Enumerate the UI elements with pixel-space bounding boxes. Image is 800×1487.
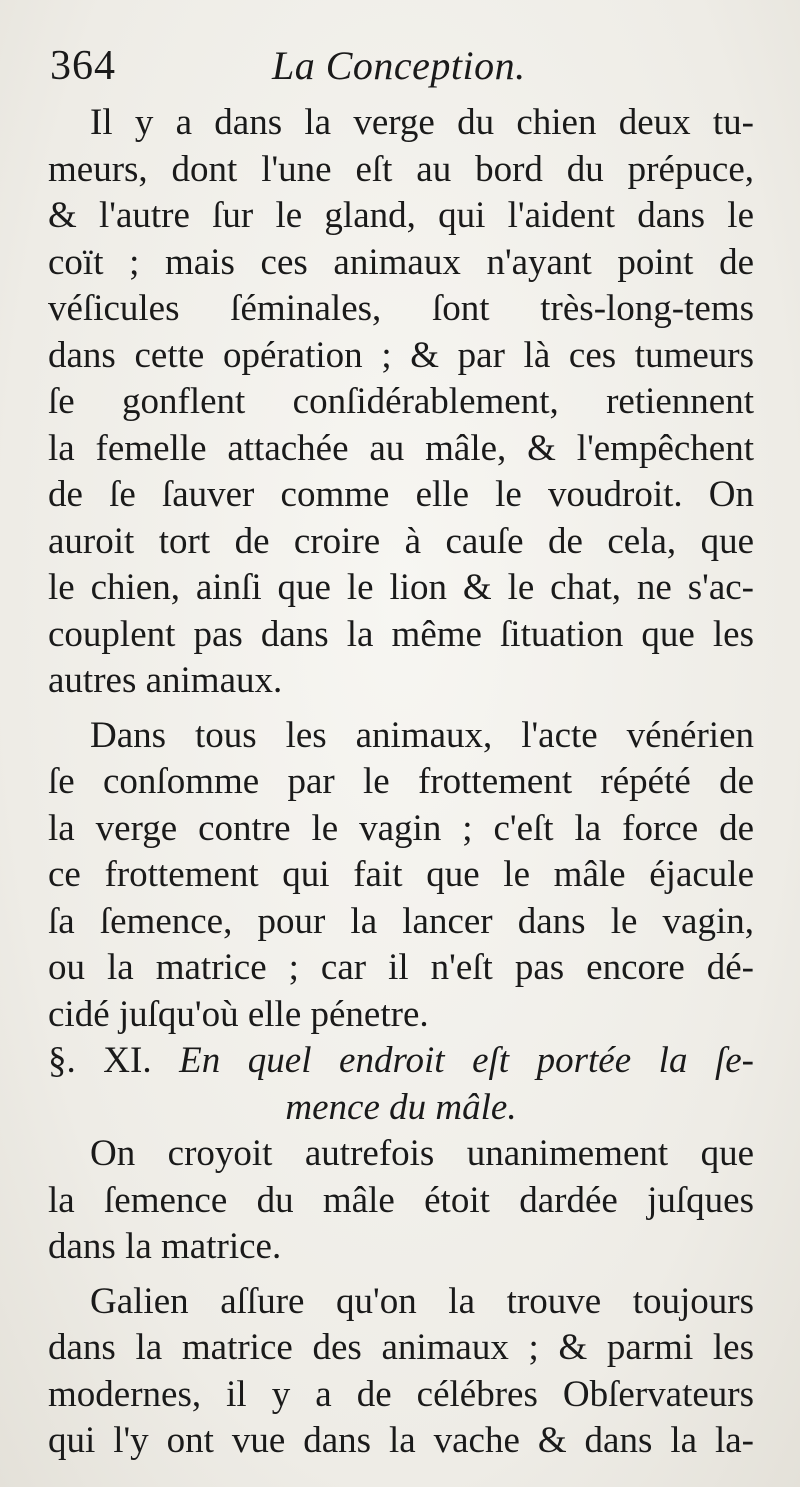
page-number: 364 xyxy=(50,43,116,89)
text-line: ſe conſomme par le frottement répété de xyxy=(48,761,754,802)
paragraph-2 xyxy=(48,713,754,1039)
text-line: la femelle attachée au mâle, & l'empêchent xyxy=(48,427,754,469)
text-line: autres animaux. xyxy=(48,660,283,701)
text-line: & l'autre ſur le gland, qui l'aident dans le xyxy=(48,195,754,236)
text-line: ſe gonflent conſidérablement, retiennent xyxy=(48,381,754,422)
text-line: le chien, ainſi que le lion & le chat, ne s'ac- xyxy=(48,567,754,608)
running-head: La Conception. xyxy=(272,43,526,88)
paragraph-1 xyxy=(48,100,754,705)
text-line: véſicules ſéminales, ſont très-long-tems xyxy=(48,288,754,329)
text-line: ce frottement qui fait que le mâle éjacule xyxy=(48,854,754,895)
page-header xyxy=(50,42,750,102)
text-line: ſa ſemence, pour la lancer dans le vagin, xyxy=(48,900,754,942)
text-line: la ſemence du mâle étoit dardée juſques xyxy=(48,1179,754,1221)
text-line: cidé juſqu'où elle pénetre. xyxy=(48,993,429,1035)
text-line: auroit tort de croire à cauſe de cela, que xyxy=(48,520,754,562)
section-heading-line xyxy=(48,1038,754,1085)
body-text xyxy=(48,100,754,1465)
section-number: §. XI. xyxy=(48,1040,152,1081)
text-line: Dans tous les animaux, l'acte vénérien xyxy=(90,714,754,756)
text-line: meurs, dont l'une eſt au bord du prépuce, xyxy=(48,148,754,190)
text-line: Galien aſſure qu'on la trouve toujours xyxy=(90,1280,754,1322)
text-line: la verge contre le vagin ; c'eſt la force de xyxy=(48,807,754,849)
text-line: de ſe ſauver comme elle le voudroit. On xyxy=(48,474,754,515)
text-line: dans cette opération ; & par là ces tumeurs xyxy=(48,334,754,376)
section-title-continued: mence du mâle. xyxy=(285,1086,517,1128)
text-line: qui l'y ont vue dans la vache & dans la la- xyxy=(48,1420,754,1461)
text-line: Il y a dans la verge du chien deux tu- xyxy=(90,102,754,143)
text-line: modernes, il y a de célébres Obſervateurs xyxy=(48,1373,754,1415)
text-line: dans la matrice des animaux ; & parmi les xyxy=(48,1327,754,1368)
text-line: On croyoit autrefois unanimement que xyxy=(90,1133,754,1174)
section-heading xyxy=(48,1038,754,1131)
paragraph-4 xyxy=(48,1279,754,1465)
section-title: En quel endroit eſt portée la ſe- xyxy=(179,1040,755,1081)
text-line: couplent pas dans la même ſituation que les xyxy=(48,613,754,655)
text-line: ou la matrice ; car il n'eſt pas encore dé- xyxy=(48,947,754,988)
paragraph-3 xyxy=(48,1131,754,1271)
text-line: dans la matrice. xyxy=(48,1226,282,1267)
text-line: coït ; mais ces animaux n'ayant point de xyxy=(48,241,754,283)
